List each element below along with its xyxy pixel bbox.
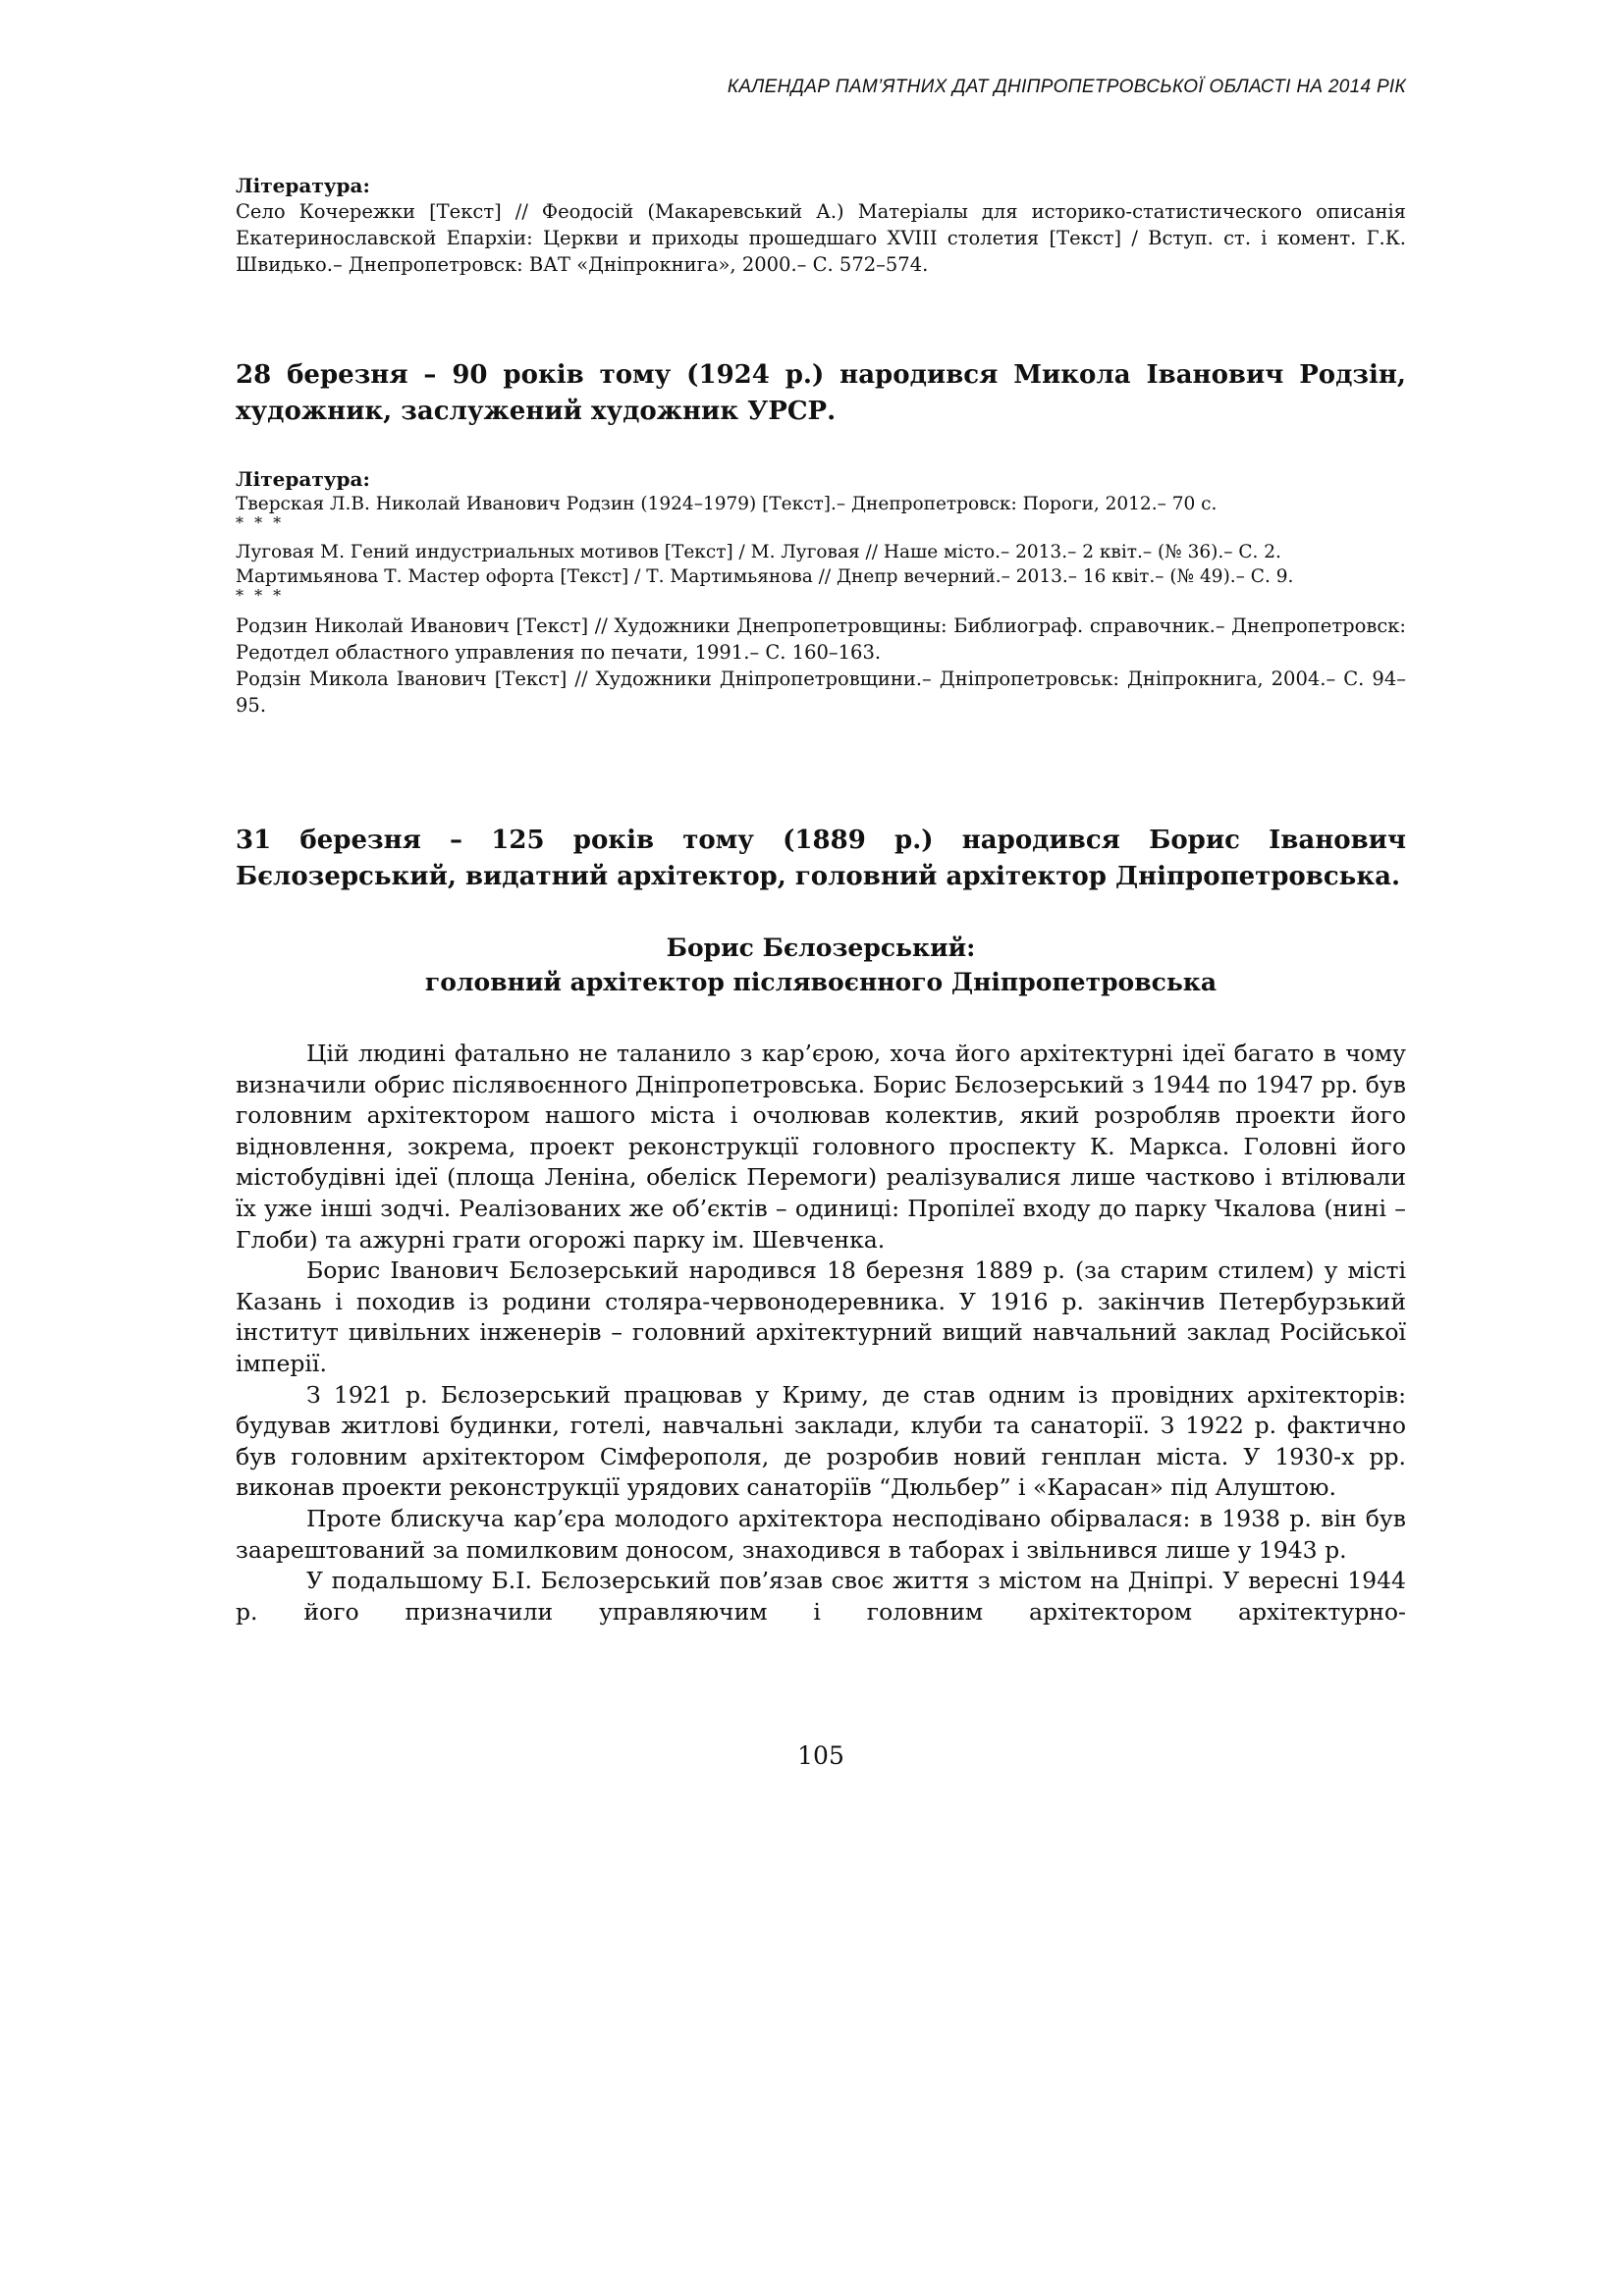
article-title-line-2: головний архітектор післявоєнного Дніпропетровська [424, 968, 1218, 996]
body-paragraph: У подальшому Б.І. Бєлозерський пов’язав своє життя з містом на Дніпрі. У вересні 1944 р. його призначили управляючим і головним архітектором архітектурно- [236, 1567, 1406, 1626]
body-paragraph: Цій людині фатально не таланило з кар’єрою, хоча його архітектурні ідеї багато в чому визначили обрис післявоєнного Дніпропетровська. Борис Бєлозерський з 1944 по 1947 рр. був головним архітектором нашого міста і очолював колектив, який розробляв проекти його відновлення, зокрема, проект реконструкції головного проспекту К. Маркса. Головні його містобудівні ідеї (площа Леніна, обеліск Перемоги) реалізувалися лише частково і втілювали їх уже інші зодчі. Реалізованих же об’єктів – одиниці: Пропілеї входу до парку Чкалова (нині – Глоби) та ажурні грати огорожі парку ім. Шевченка. [236, 1040, 1406, 1254]
literature-entry: Родзин Николай Иванович [Текст] // Художники Днепропетровщины: Библиограф. справочник.– Днепропетровск: Редотдел областного управления по печати, 1991.– С. 160–163. [236, 614, 1406, 664]
event-heading-rodzin [236, 357, 1406, 430]
body-paragraph: З 1921 р. Бєлозерський працював у Криму, де став одним із провідних архітекторів: будував житлові будинки, готелі, навчальні заклади, клуби та санаторії. З 1922 р. фактично був головним архітектором Сімферополя, де розробив новий генплан міста. У 1930-х рр. виконав проекти реконструкції урядових санаторіїв “Дюльбер” і «Карасан» під Алуштою. [236, 1380, 1406, 1502]
literature-label: Література: [236, 174, 370, 197]
separator-asterisks: * * * [236, 586, 285, 605]
separator-asterisks: * * * [236, 513, 285, 532]
literature-entry: Тверская Л.В. Николай Иванович Родзин (1924–1979) [Текст].– Днепропетровск: Пороги, 2012.– 70 с. [236, 494, 1218, 514]
literature-block-1 [236, 173, 1406, 278]
page-number: 105 [797, 1741, 844, 1770]
article-title-line-1: Борис Бєлозерський: [666, 934, 976, 962]
running-head: КАЛЕНДАР ПАМ’ЯТНИХ ДАТ ДНІПРОПЕТРОВСЬКОЇ ОБЛАСТІ НА 2014 РІК [727, 77, 1406, 97]
literature-entry: Родзін Микола Іванович [Текст] // Художники Дніпропетровщини.– Дніпропетровськ: Дніпрокнига, 2004.– С. 94–95. [236, 667, 1406, 717]
body-paragraph: Борис Іванович Бєлозерський народився 18 березня 1889 р. (за старим стилем) у місті Казань і походив із родини столяра-червонодеревника. У 1916 р. закінчив Петербурзький інститут цивільних інженерів – головний архітектурний вищий навчальний заклад Російської імперії. [236, 1256, 1406, 1377]
article-title [236, 931, 1406, 999]
literature-entry: Мартимьянова Т. Мастер офорта [Текст] / Т. Мартимьянова // Днепр вечерний.– 2013.– 16 квіт.– (№ 49).– С. 9. [236, 566, 1294, 587]
article-body [236, 1039, 1406, 1628]
body-paragraph: Проте блискуча кар’єра молодого архітектора несподівано обірвалася: в 1938 р. він був заарештований за помилковим доносом, знаходився в таборах і звільнився лише у 1943 р. [236, 1504, 1406, 1564]
literature-label: Література: [236, 467, 370, 491]
event-heading-belozersky [236, 823, 1406, 895]
literature-entry: Луговая М. Гений индустриальных мотивов [Текст] / М. Луговая // Наше місто.– 2013.– 2 квіт.– (№ 36).– С. 2. [236, 542, 1281, 562]
literature-block-2 [236, 466, 1406, 719]
event-heading: 28 березня – 90 років тому (1924 р.) народився Микола Іванович Родзін, художник, заслужений художник УРСР. [236, 360, 1406, 426]
literature-entry: Село Кочережки [Текст] // Феодосій (Макаревський А.) Матеріалы для историко-статистического описанія Екатеринославской Епархіи: Церкви и приходы прошедшаго XVIII столетия [Текст] / Вступ. ст. і комент. Г.К. Швидько.– Днепропетровск: ВАТ «Дніпрокнига», 2000.– С. 572–574. [236, 200, 1406, 276]
event-heading: 31 березня – 125 років тому (1889 р.) народився Борис Іванович Бєлозерський, видатний архітектор, головний архітектор Дніпропетровська. [236, 826, 1406, 891]
